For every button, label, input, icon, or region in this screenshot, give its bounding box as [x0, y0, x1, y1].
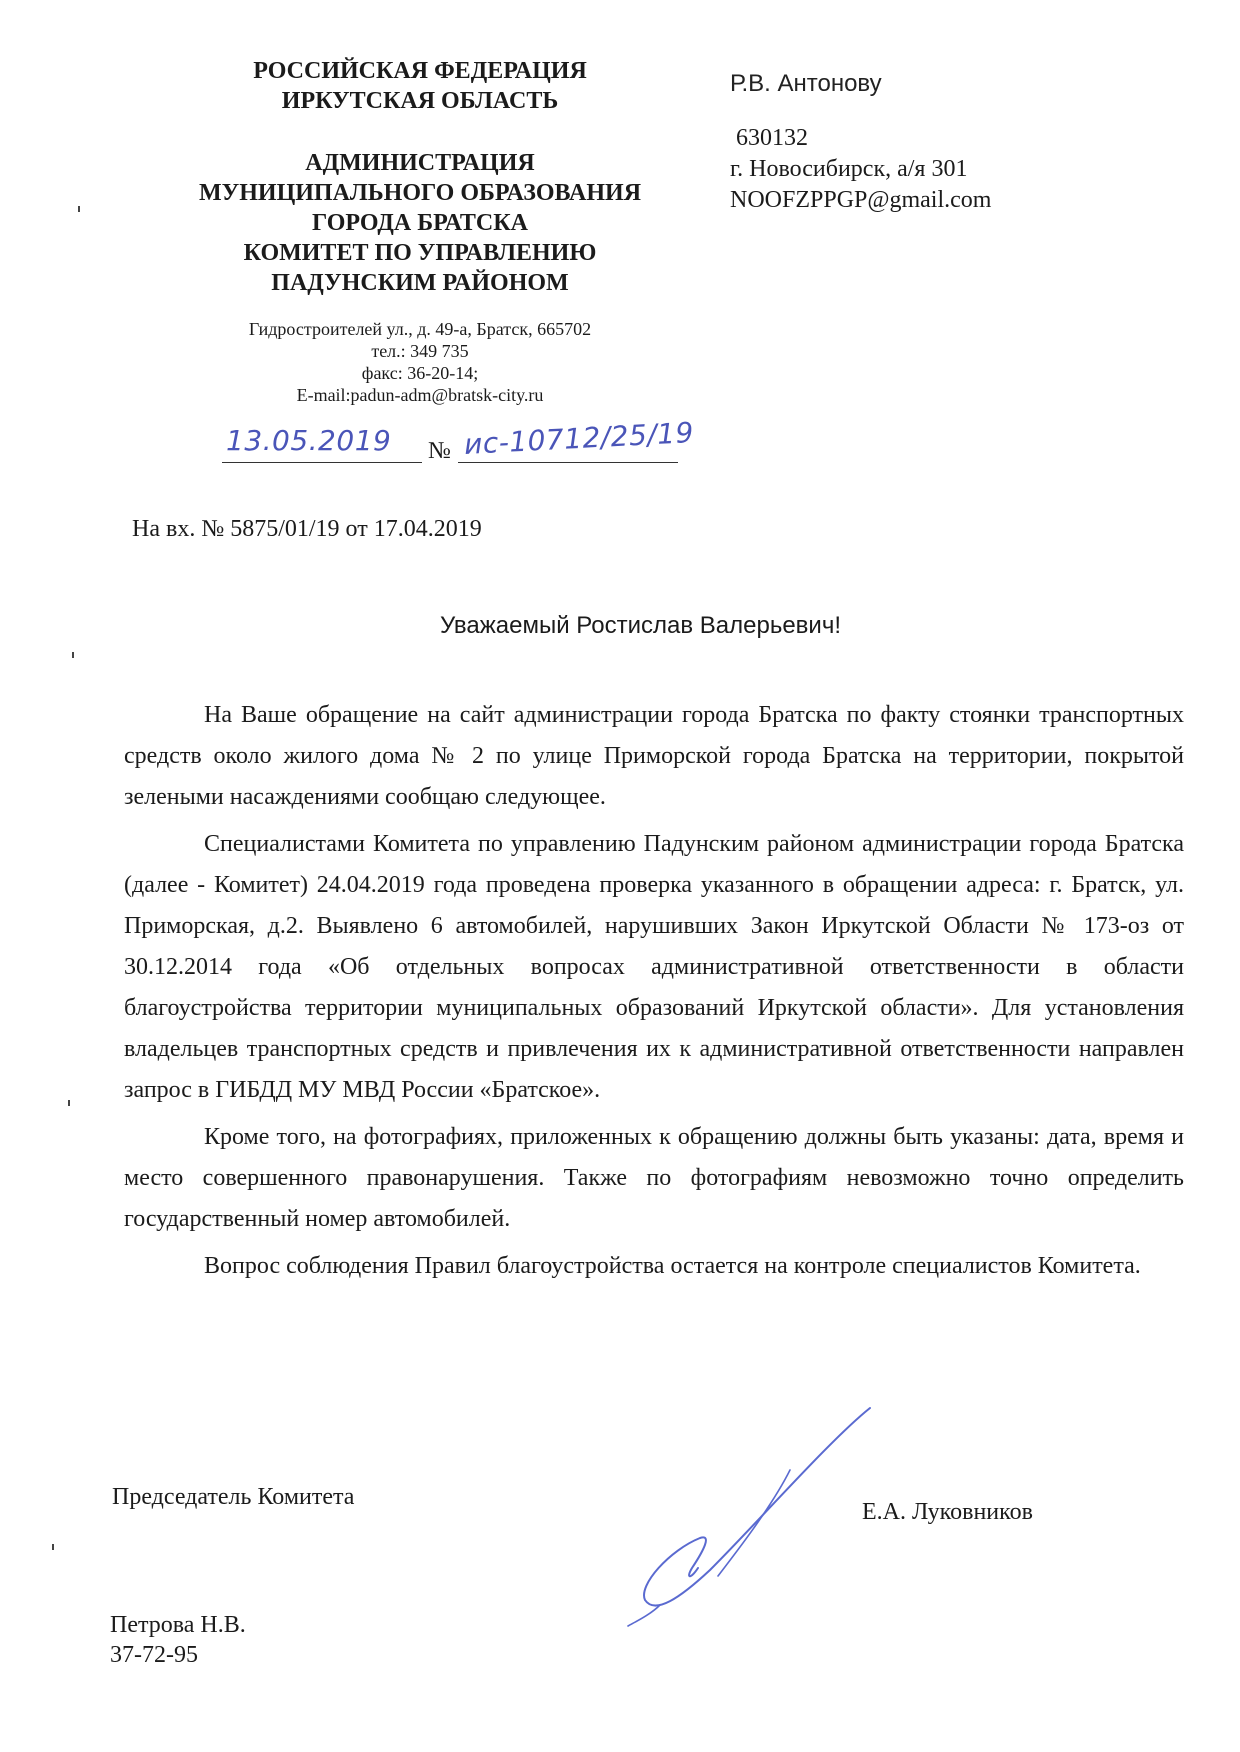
letterhead-fax: факс: 36-20-14;	[361, 363, 479, 383]
letterhead-org-line1: АДМИНИСТРАЦИЯ	[305, 150, 535, 176]
executor-phone: 37-72-95	[110, 1642, 198, 1668]
paragraph-3: Кроме того, на фотографиях, приложенных к обращению должны быть указаны: дата, время и место совершенного правонарушения. Также по фотографиям невозможно точно определить государственный номер автомобилей.	[124, 1124, 1184, 1232]
addressee-zip: 630132	[736, 125, 808, 151]
paragraph-4: Вопрос соблюдения Правил благоустройства остается на контроле специалистов Комитета.	[204, 1253, 1141, 1279]
letterhead-address: Гидростроителей ул., д. 49-а, Братск, 665702	[248, 319, 592, 339]
signatory-name: Е.А. Луковников	[862, 1499, 1033, 1525]
outgoing-date: 13.05.2019	[226, 424, 392, 457]
scan-speck	[72, 652, 74, 658]
greeting: Уважаемый Ростислав Валерьевич!	[440, 612, 842, 639]
executor-name: Петрова Н.В.	[110, 1612, 246, 1638]
outgoing-number: ис-10712/25/19	[463, 416, 695, 461]
outgoing-number-line	[458, 416, 695, 463]
outgoing-date-line	[222, 424, 422, 463]
letterhead-region: ИРКУТСКАЯ ОБЛАСТЬ	[281, 88, 559, 114]
letterhead	[160, 56, 680, 298]
paragraph-2: Специалистами Комитета по управлению Падунским районом администрации города Братска (далее - Комитет) 24.04.2019 года проведена проверка указанного в обращении адреса: г. Братск, ул. Приморская, д.2. Выявлено 6 автомобилей, нарушивших Закон Иркутской Области № 173-оз от 30.12.2014 года «Об отдельных вопросах административной ответственности в области благоустройства территории муниципальных образований Иркутской области». Для установления владельцев транспортных средств и привлечения их к административной ответственности направлен запрос в ГИБДД МУ МВД России «Братское».	[124, 831, 1184, 1103]
handwritten-signature	[600, 1400, 880, 1630]
outgoing-number-prefix: №	[428, 438, 451, 464]
addressee	[730, 68, 1130, 216]
letterhead-committee-line2: ПАДУНСКИМ РАЙОНОМ	[271, 270, 569, 296]
addressee-email: NOOFZPPGP@gmail.com	[730, 187, 992, 213]
scan-speck	[68, 1100, 70, 1106]
letterhead-org-line2: МУНИЦИПАЛЬНОГО ОБРАЗОВАНИЯ	[198, 180, 642, 206]
letterhead-country: РОССИЙСКАЯ ФЕДЕРАЦИЯ	[253, 58, 587, 84]
scan-speck	[78, 206, 80, 212]
letterhead-committee-line1: КОМИТЕТ ПО УПРАВЛЕНИЮ	[243, 240, 597, 266]
incoming-reference: На вх. № 5875/01/19 от 17.04.2019	[132, 516, 482, 542]
letterhead-phone: тел.: 349 735	[371, 341, 469, 361]
addressee-name: Р.В. Антонову	[730, 70, 882, 97]
letter-body	[124, 695, 1184, 1287]
letterhead-org-line3: ГОРОДА БРАТСКА	[312, 210, 528, 236]
paragraph-1: На Ваше обращение на сайт администрации города Братска по факту стоянки транспортных средств около жилого дома № 2 по улице Приморской города Братска на территории, покрытой зелеными насаждениями сообщаю следующее.	[124, 702, 1184, 810]
signatory-position: Председатель Комитета	[112, 1484, 355, 1510]
letterhead-email: E-mail:padun-adm@bratsk-city.ru	[296, 385, 544, 405]
letterhead-contacts	[180, 318, 660, 406]
executor	[110, 1610, 246, 1670]
addressee-city: г. Новосибирск, а/я 301	[730, 156, 968, 182]
scan-speck	[52, 1544, 54, 1550]
